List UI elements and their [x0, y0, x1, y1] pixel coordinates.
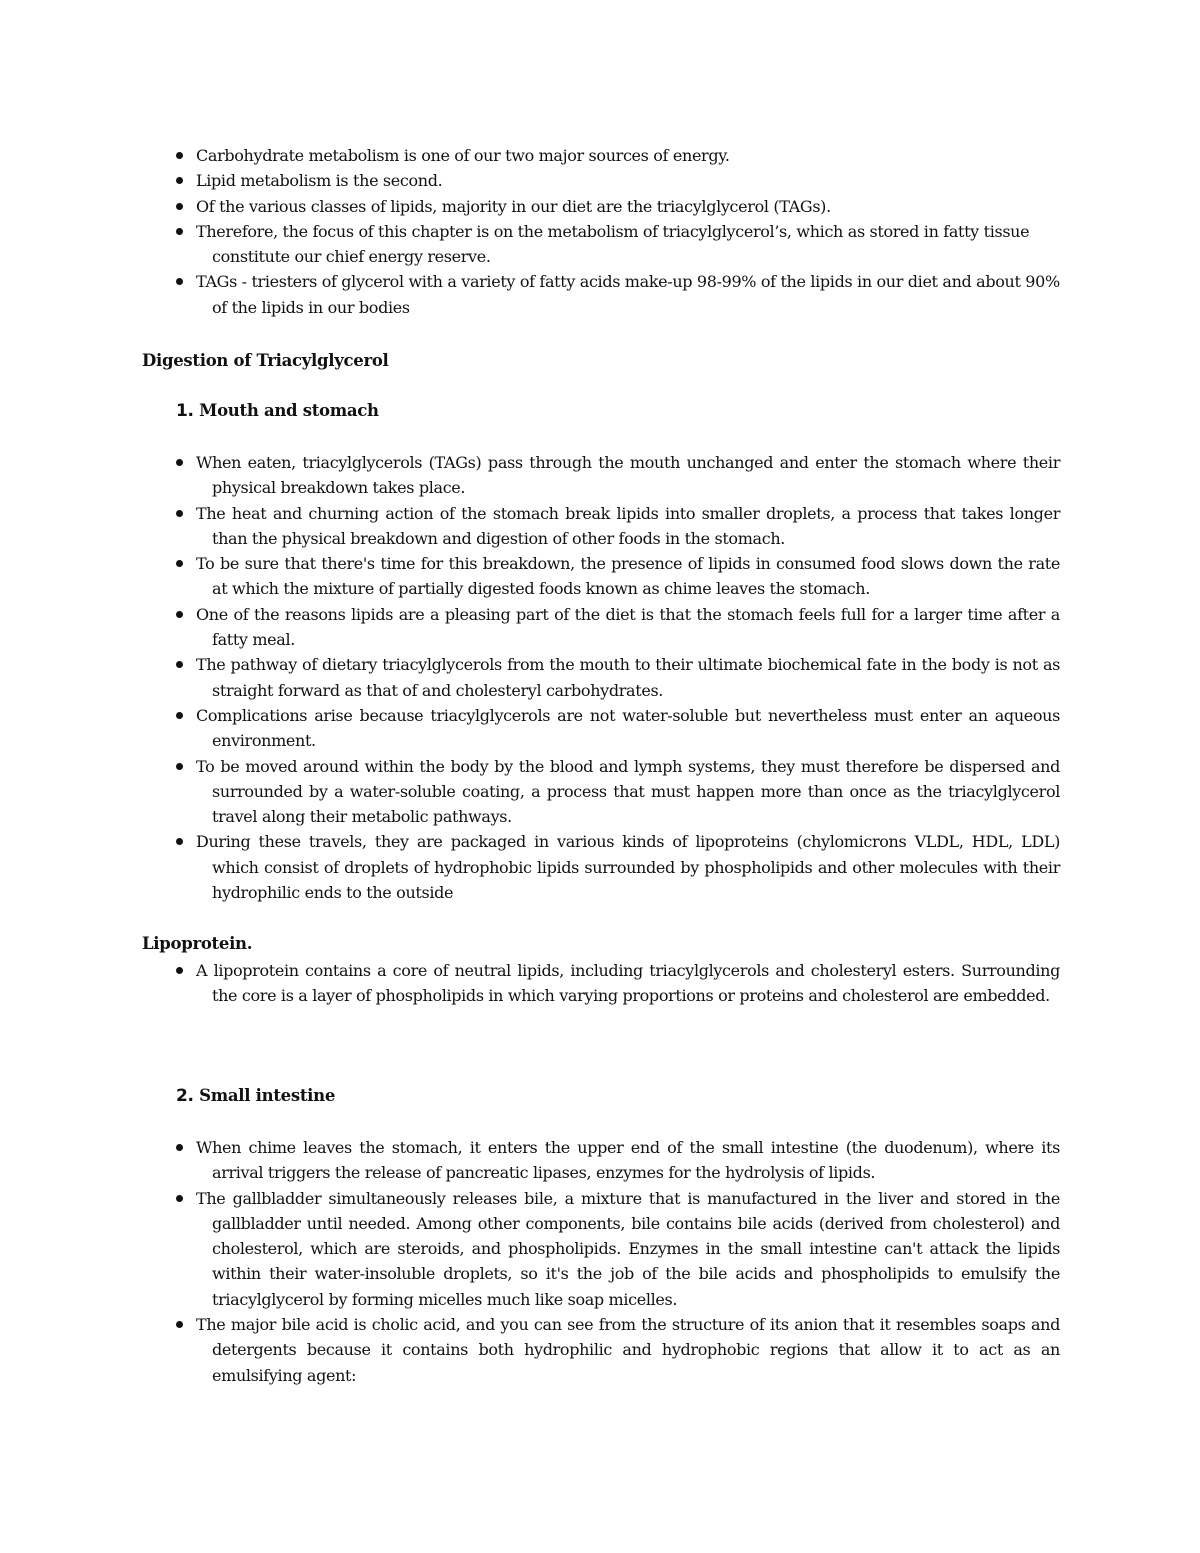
list-item: To be moved around within the body by the blood and lymph systems, they must therefore be dispersed and surrounded by a water-soluble coating, a process that must happen more than once as the triacylglycerol travel along their metabolic pathways.: [174, 754, 1060, 830]
bullet-icon: [176, 560, 183, 567]
bullet-icon: [176, 459, 183, 466]
list-item: Lipid metabolism is the second.: [174, 168, 1060, 193]
list-item: The pathway of dietary triacylglycerols from the mouth to their ultimate biochemical fate in the body is not as straight forward as that of and cholesteryl carbohydrates.: [174, 652, 1060, 703]
mouth-stomach-list: [174, 450, 1060, 905]
lipoprotein-heading: Lipoprotein.: [142, 934, 253, 953]
bullet-icon: [176, 152, 183, 159]
bullet-icon: [176, 1144, 183, 1151]
list-item: The gallbladder simultaneously releases bile, a mixture that is manufactured in the liver and stored in the gallbladder until needed. Among other components, bile contains bile acids (derived from cholesterol) and cholesterol, which are steroids, and phospholipids. Enzymes in the small intestine can't attack the lipids within their water-insoluble droplets, so it's the job of the bile acids and phospholipids to emulsify the triacylglycerol by forming micelles much like soap micelles.: [174, 1186, 1060, 1312]
bullet-icon: [176, 611, 183, 618]
list-item: When chime leaves the stomach, it enters the upper end of the small intestine (the duodenum), where its arrival triggers the release of pancreatic lipases, enzymes for the hydrolysis of lipids.: [174, 1135, 1060, 1186]
lipoprotein-list: [174, 958, 1060, 1009]
subsection-title: Mouth and stomach: [199, 401, 379, 420]
list-item: The heat and churning action of the stomach break lipids into smaller droplets, a process that takes longer than the physical breakdown and digestion of other foods in the stomach.: [174, 501, 1060, 552]
list-item: Complications arise because triacylglycerols are not water-soluble but nevertheless must enter an aqueous environment.: [174, 703, 1060, 754]
list-item: Carbohydrate metabolism is one of our two major sources of energy.: [174, 143, 1060, 168]
bullet-icon: [176, 967, 183, 974]
bullet-icon: [176, 177, 183, 184]
bullet-icon: [176, 510, 183, 517]
list-item: Therefore, the focus of this chapter is on the metabolism of triacylglycerol’s, which as stored in fatty tissue constitute our chief energy reserve.: [174, 219, 1060, 270]
bullet-icon: [176, 1321, 183, 1328]
subsection-heading-mouth-stomach: [176, 400, 379, 422]
list-item: The major bile acid is cholic acid, and you can see from the structure of its anion that it resembles soaps and detergents because it contains both hydrophilic and hydrophobic regions that allow it to act as an emulsifying agent:: [174, 1312, 1060, 1388]
list-item: One of the reasons lipids are a pleasing part of the diet is that the stomach feels full for a larger time after a fatty meal.: [174, 602, 1060, 653]
subsection-number: 2.: [176, 1086, 194, 1106]
intro-list: [174, 143, 1060, 320]
bullet-icon: [176, 1195, 183, 1202]
list-item: Of the various classes of lipids, majority in our diet are the triacylglycerol (TAGs).: [174, 194, 1060, 219]
bullet-icon: [176, 661, 183, 668]
subsection-number: 1.: [176, 401, 194, 421]
bullet-icon: [176, 278, 183, 285]
bullet-icon: [176, 228, 183, 235]
bullet-icon: [176, 838, 183, 845]
subsection-heading-small-intestine: [176, 1085, 335, 1107]
list-item: A lipoprotein contains a core of neutral lipids, including triacylglycerols and cholesteryl esters. Surrounding the core is a layer of phospholipids in which varying proportions or proteins and cholesterol are embedded.: [174, 958, 1060, 1009]
list-item: When eaten, triacylglycerols (TAGs) pass through the mouth unchanged and enter the stomach where their physical breakdown takes place.: [174, 450, 1060, 501]
bullet-icon: [176, 763, 183, 770]
bullet-icon: [176, 712, 183, 719]
section-heading: Digestion of Triacylglycerol: [142, 351, 389, 370]
bullet-icon: [176, 203, 183, 210]
list-item: TAGs - triesters of glycerol with a variety of fatty acids make-up 98-99% of the lipids in our diet and about 90% of the lipids in our bodies: [174, 269, 1060, 320]
small-intestine-list: [174, 1135, 1060, 1388]
subsection-title: Small intestine: [199, 1086, 336, 1105]
list-item: During these travels, they are packaged in various kinds of lipoproteins (chylomicrons VLDL, HDL, LDL) which consist of droplets of hydrophobic lipids surrounded by phospholipids and other molecules with their hydrophilic ends to the outside: [174, 829, 1060, 905]
list-item: To be sure that there's time for this breakdown, the presence of lipids in consumed food slows down the rate at which the mixture of partially digested foods known as chime leaves the stomach.: [174, 551, 1060, 602]
